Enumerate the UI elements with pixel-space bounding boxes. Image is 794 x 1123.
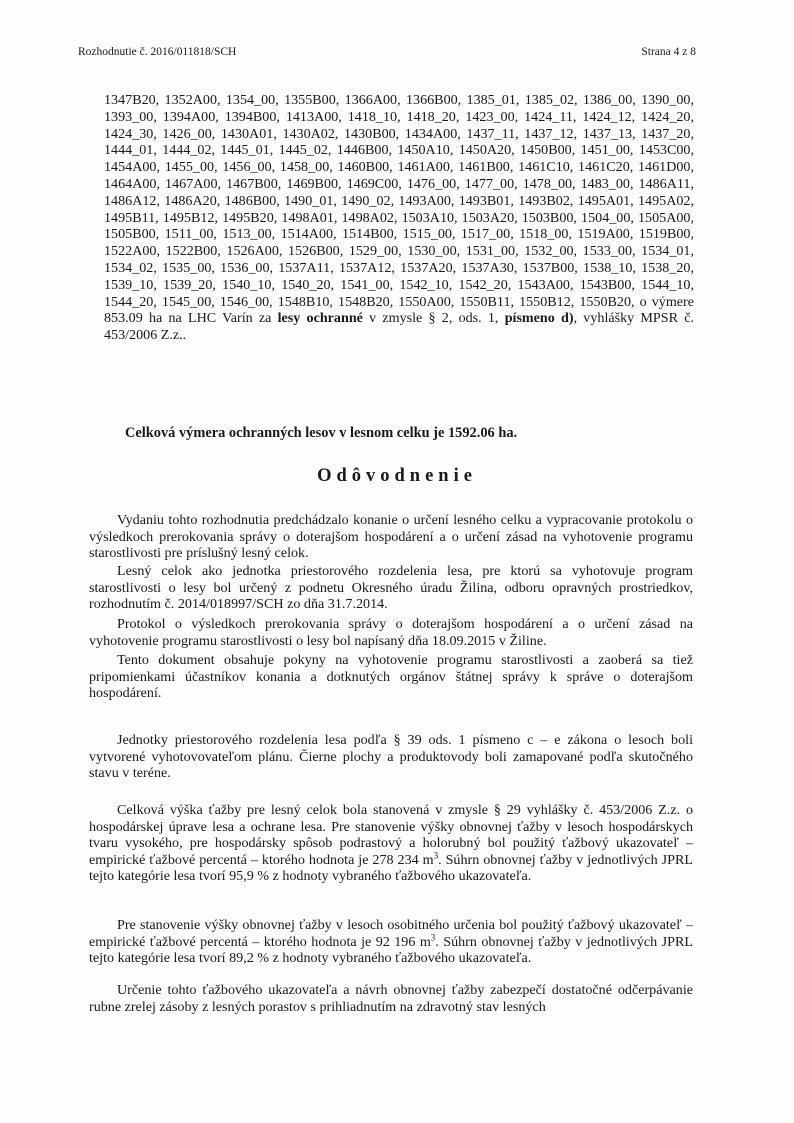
paragraph-special-purpose bbox=[89, 917, 693, 967]
letter-d-term: písmeno d) bbox=[504, 310, 574, 327]
section-heading: Odôvodnenie bbox=[317, 466, 477, 486]
paragraph-text: . Súhrn obnovnej ťažby v jednotlivých JPRL tejto kategórie lesa tvorí 89,2 % z hodnoty vybraného ťažbového ukazovateľa. bbox=[89, 933, 693, 966]
paragraph-text: . Súhrn obnovnej ťažby v jednotlivých JPRL tejto kategórie lesa tvorí 95,9 % z hodnoty vybraného ťažbového ukazovateľa. bbox=[89, 851, 694, 884]
paragraph-proceedings bbox=[89, 512, 693, 562]
paragraph-text: Určenie tohto ťažbového ukazovateľa a návrh obnovnej ťažby zabezpečí dostatočné odčerpávanie rubne zrelej zásoby z lesných porastov s prihliadnutím na zdravotný stav lesných bbox=[89, 982, 693, 1015]
paragraph-forest-unit bbox=[89, 563, 693, 613]
paragraph-document bbox=[89, 652, 693, 702]
paragraph-text: Protokol o výsledkoch prerokovania správy o doterajšom hospodárení a o určení zásad na vyhotovenie programu starostlivosti o lesy bol napísaný dňa 18.09.2015 v Žiline. bbox=[89, 616, 693, 649]
codes-tail-text: o výmere 853.09 ha na LHC Varín za bbox=[104, 293, 694, 327]
superscript-3: 3 bbox=[430, 931, 436, 942]
stand-codes-list: 1347B20, 1352A00, 1354_00, 1355B00, 1366A00, 1366B00, 1385_01, 1385_02, 1386_00, 1390_00, 1393_00, 1394A00, 1394B00, 1413A00, 1418_10, 1418_20, 1423_00, 1424_11, 1424_12, 1424_20, 1424_30, 1426_00, 1430A01, 1430A02, 1430B00, 1434A00, 1437_11, 1437_12, 1437_13, 1437_20, 1444_01, 1444_02, 1445_01, 1445_02, 1446B00, 1450A10, 1450A20, 1450B00, 1451_00, 1453C00, 1454A00, 1455_00, 1456_00, 1458_00, 1460B00, 1461A00, 1461B00, 1461C10, 1461C20, 1461D00, 1464A00, 1467A00, 1467B00, 1469B00, 1469C00, 1476_00, 1477_00, 1478_00, 1483_00, 1486A11, 1486A12, 1486A20, 1486B00, 1490_01, 1490_02, 1493A00, 1493B01, 1493B02, 1495A01, 1495A02, 1495B11, 1495B12, 1495B20, 1498A01, 1498A02, 1503A10, 1503A20, 1503B00, 1504_00, 1505A00, 1505B00, 1511_00, 1513_00, 1514A00, 1514B00, 1515_00, 1517_00, 1518_00, 1519A00, 1519B00, 1522A00, 1522B00, 1526A00, 1526B00, 1529_00, 1530_00, 1531_00, 1532_00, 1533_00, 1534_01, 1534_02, 1535_00, 1536_00, 1537A11, 1537A12, 1537A20, 1537A30, 1537B00, 1538_10, 1538_20, 1539_10, 1539_20, 1540_10, 1540_20, 1541_00, 1542_10, 1542_20, 1543A00, 1543B00, 1544_10, 1544_20, 1545_00, 1546_00, 1548B10, 1548B20, 1550A00, 1550B11, 1550B12, 1550B20, bbox=[104, 92, 694, 310]
codes-tail-text: v zmysle § 2, ods. 1, bbox=[362, 310, 505, 327]
paragraph-text: Celková výška ťažby pre lesný celok bola stanovená v zmysle § 29 vyhlášky č. 453/2006 Z.z. o hospodárskej úprave lesa a ochrane lesa. Pre stanovenie výšky obnovnej ťažby v lesoch hospodárskych tvaru vysokého, pre hospodársky spôsob podrastový a holorubný bol použitý ťažbový ukazovateľ – empirické ťažbové percentá – ktorého hodnota je 278 234 m bbox=[89, 802, 693, 868]
paragraph-text: Jednotky priestorového rozdelenia lesa podľa § 39 ods. 1 písmeno c – e zákona o lesoch boli vytvorené vyhotovovateľom plánu. Čierne plochy a produktovody boli zamapované podľa skutočného stavu v teréne. bbox=[89, 732, 693, 781]
paragraph-text: Lesný celok ako jednotka priestorového rozdelenia lesa, pre ktorú sa vyhotovuje program starostlivosti o lesy bol určený z podnetu Okresného úradu Žilina, odboru opravných prostriedkov, rozhodnutím č. 2014/018997/SCH zo dňa 31.7.2014. bbox=[89, 563, 693, 612]
paragraph-indicator bbox=[89, 982, 693, 1015]
protective-forests-term: lesy ochranné bbox=[277, 310, 363, 327]
page-number-header: Strana 4 z 8 bbox=[641, 46, 696, 58]
decision-number-header: Rozhodnutie č. 2016/011818/SCH bbox=[78, 46, 237, 58]
paragraph-felling-total bbox=[89, 802, 693, 885]
paragraph-protocol bbox=[89, 616, 693, 649]
paragraph-spatial-units bbox=[89, 732, 693, 782]
paragraph-text: Vydaniu tohto rozhodnutia predchádzalo konanie o určení lesného celku a vypracovanie protokolu o výsledkoch prerokovania správy o doterajšom hospodárení a o určení zásad na vyhotovenie programu starostlivosti pre príslušný lesný celok. bbox=[89, 512, 693, 561]
superscript-3: 3 bbox=[433, 849, 439, 860]
stand-codes-paragraph bbox=[104, 92, 694, 344]
paragraph-text: Tento dokument obsahuje pokyny na vyhotovenie programu starostlivosti a zaoberá sa tiež pripomienkami účastníkov konania a dotknutých orgánov štátnej správy k správe o doterajšom hospodárení. bbox=[89, 652, 693, 701]
total-area-line: Celková výmera ochranných lesov v lesnom celku je 1592.06 ha. bbox=[125, 425, 518, 441]
codes-tail-text: , vyhlášky MPSR č. 453/2006 Z.z.. bbox=[104, 310, 695, 344]
paragraph-text: Pre stanovenie výšky obnovnej ťažby v lesoch osobitného určenia bol použitý ťažbový ukazovateľ – empirické ťažbové percentá – ktorého hodnota je 92 196 m bbox=[89, 917, 693, 950]
